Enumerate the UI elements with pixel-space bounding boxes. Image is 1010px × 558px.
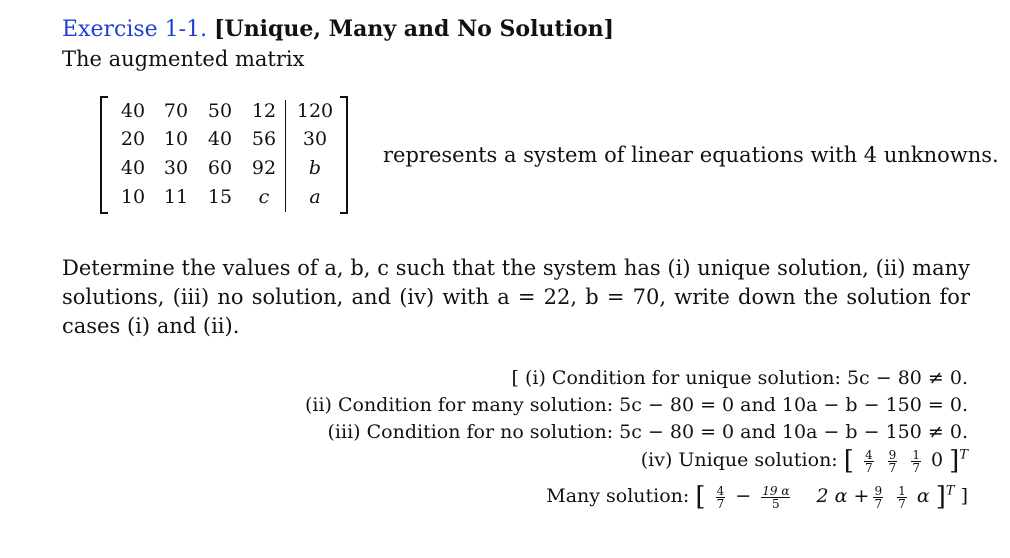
fraction: $\frac{1}{7}$ <box>912 447 920 475</box>
matrix-cell: 11 <box>163 186 189 208</box>
matrix-cell: 10 <box>163 128 189 150</box>
matrix-cell: 120 <box>296 100 334 122</box>
matrix-cell: 20 <box>120 128 146 150</box>
exercise-title: [Unique, Many and No Solution] <box>214 16 615 42</box>
many-solution-label: Many solution: <box>546 485 690 507</box>
fraction: $\frac{4}{7}$ <box>864 447 873 475</box>
matrix-left-bracket <box>100 96 108 214</box>
unique-solution-label: (iv) Unique solution: <box>640 449 838 471</box>
matrix-cell: 60 <box>207 157 233 179</box>
exercise-heading <box>62 16 614 42</box>
fraction: $\frac{4}{7}$ <box>716 483 725 511</box>
intro-text: The augmented matrix <box>62 47 305 71</box>
matrix-cell: b <box>308 157 322 179</box>
fraction: $\frac{9}{7}$ <box>888 447 897 475</box>
matrix-cell: 92 <box>251 157 277 179</box>
right-bracket: ] <box>949 446 960 476</box>
matrix-cell: 56 <box>251 128 277 150</box>
closing-bracket: ] <box>960 485 968 507</box>
matrix-cell: 10 <box>120 186 146 208</box>
right-bracket: ] <box>935 482 946 512</box>
solution-many-vector <box>546 482 968 512</box>
augment-divider <box>285 100 286 212</box>
matrix-cell: 12 <box>251 100 277 122</box>
vector-entry: α <box>916 485 930 507</box>
vector-entry: 0 <box>931 449 944 471</box>
matrix-cell: 15 <box>207 186 233 208</box>
matrix-cell: 30 <box>163 157 189 179</box>
matrix-cell: 30 <box>302 128 328 150</box>
exercise-number: Exercise 1-1. <box>62 17 208 42</box>
fraction: $\frac{9}{7}$ <box>874 483 883 511</box>
matrix-cell: 40 <box>120 157 146 179</box>
matrix-cell: a <box>309 186 321 208</box>
solution-none-condition: (iii) Condition for no solution: 5c − 80 = 0 and 10a − b − 150 ≠ 0. <box>327 421 968 443</box>
left-bracket: [ <box>695 482 706 512</box>
left-bracket: [ <box>843 446 854 476</box>
question-text: Determine the values of a, b, c such that the system has (i) unique solution, (ii) many solutions, (iii) no solution, and (iv) with a = 22, b = 70, write down the solution for cases (i) and (ii). <box>62 256 970 338</box>
matrix-right-bracket <box>340 96 348 214</box>
solution-unique-condition: [ (i) Condition for unique solution: 5c − 80 ≠ 0. <box>511 367 968 389</box>
matrix-cell: 40 <box>207 128 233 150</box>
matrix-description: represents a system of linear equations with 4 unknowns. <box>383 143 999 167</box>
matrix-cell: 50 <box>207 100 233 122</box>
solution-many-condition: (ii) Condition for many solution: 5c − 80 = 0 and 10a − b − 150 = 0. <box>304 394 968 416</box>
minus-sign: − <box>735 485 752 507</box>
matrix-cell: 40 <box>120 100 146 122</box>
solution-unique-vector <box>641 446 968 476</box>
vector-entry: 2 α + <box>816 485 870 507</box>
matrix-cell: 70 <box>163 100 189 122</box>
transpose-mark: T <box>945 483 955 499</box>
matrix-cell: c <box>258 186 270 208</box>
transpose-mark: T <box>959 447 968 463</box>
fraction: $\frac{19 \alpha}{5}$ <box>762 483 790 511</box>
fraction: $\frac{1}{7}$ <box>898 483 906 511</box>
